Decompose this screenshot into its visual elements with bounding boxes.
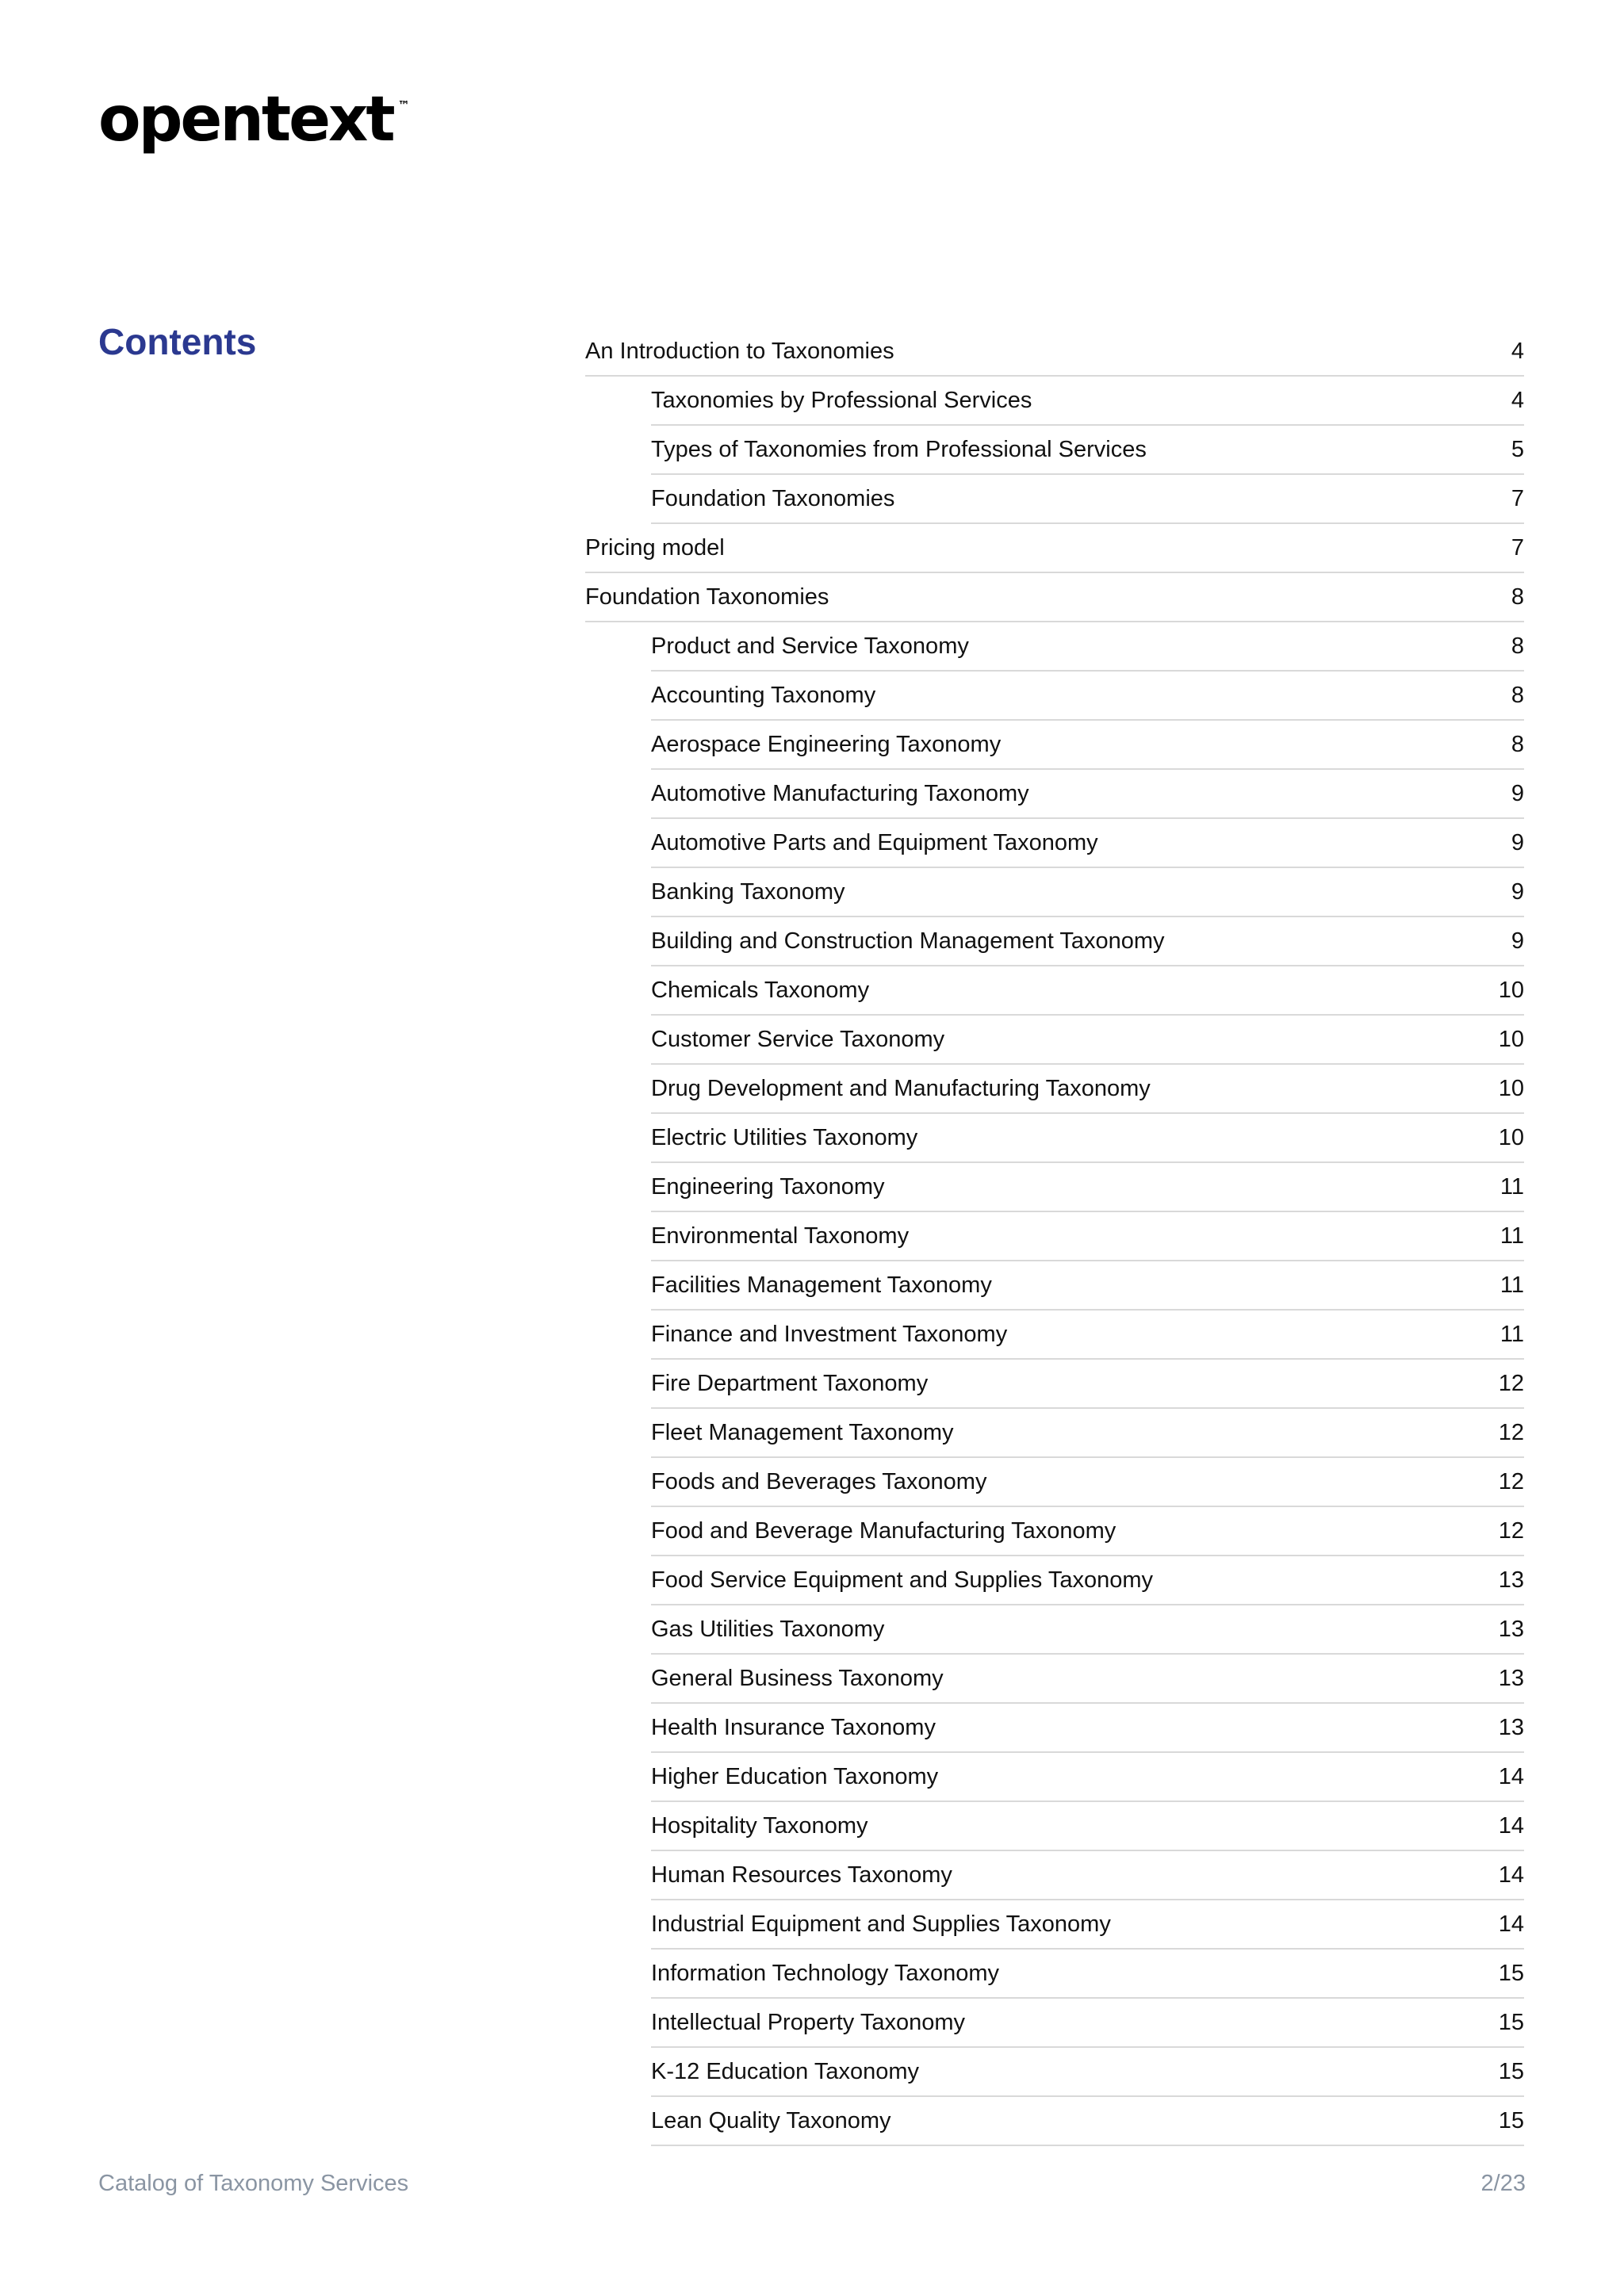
toc-entry-title: Environmental Taxonomy: [651, 1223, 910, 1249]
toc-entry-page-number: 10: [1498, 1075, 1524, 1101]
contents-heading: Contents: [98, 321, 257, 362]
toc-entry[interactable]: [651, 1261, 1524, 1311]
toc-entry-page-number: 12: [1498, 1517, 1524, 1544]
toc-entry-title: Product and Service Taxonomy: [651, 633, 969, 659]
toc-entry-title: Industrial Equipment and Supplies Taxonomy: [651, 1911, 1111, 1937]
toc-entry-title: Electric Utilities Taxonomy: [651, 1124, 918, 1150]
toc-entry-title: Foundation Taxonomies: [651, 485, 895, 511]
toc-entry-page-number: 8: [1511, 682, 1524, 708]
toc-entry[interactable]: [651, 1950, 1524, 1999]
toc-entry-title: Gas Utilities Taxonomy: [651, 1616, 885, 1642]
toc-entry-title: Food and Beverage Manufacturing Taxonomy: [651, 1517, 1116, 1544]
toc-entry-page-number: 11: [1500, 1223, 1524, 1249]
toc-entry-title: Lean Quality Taxonomy: [651, 2107, 891, 2133]
table-of-contents: [585, 327, 1524, 2146]
toc-entry-title: Engineering Taxonomy: [651, 1173, 885, 1200]
toc-entry-page-number: 10: [1498, 1124, 1524, 1150]
toc-entry-title: Pricing model: [585, 534, 725, 561]
logo-trademark: ™: [397, 98, 410, 113]
toc-entry[interactable]: [651, 1753, 1524, 1802]
toc-entry[interactable]: [651, 2097, 1524, 2146]
toc-entry-title: Fleet Management Taxonomy: [651, 1419, 954, 1445]
toc-entry-page-number: 9: [1511, 780, 1524, 806]
toc-entry-title: Human Resources Taxonomy: [651, 1862, 952, 1888]
logo-wordmark: opentext: [98, 84, 393, 155]
toc-entry[interactable]: [651, 1016, 1524, 1065]
toc-entry-page-number: 13: [1498, 1616, 1524, 1642]
toc-entry[interactable]: [651, 475, 1524, 524]
toc-entry-title: Food Service Equipment and Supplies Taxonomy: [651, 1567, 1154, 1593]
toc-entry[interactable]: [651, 1311, 1524, 1360]
toc-entry-page-number: 9: [1511, 928, 1524, 954]
toc-entry[interactable]: [651, 1704, 1524, 1753]
toc-entry[interactable]: [651, 1507, 1524, 1556]
toc-entry[interactable]: [651, 2048, 1524, 2097]
toc-entry-page-number: 12: [1498, 1370, 1524, 1396]
toc-entry-title: Intellectual Property Taxonomy: [651, 2009, 966, 2035]
toc-entry-title: Health Insurance Taxonomy: [651, 1714, 936, 1740]
toc-entry-page-number: 11: [1500, 1173, 1524, 1200]
toc-entry[interactable]: [651, 1802, 1524, 1851]
toc-entry-page-number: 4: [1511, 338, 1524, 364]
toc-entry-page-number: 8: [1511, 731, 1524, 757]
toc-entry-page-number: 9: [1511, 829, 1524, 855]
toc-entry-page-number: 14: [1498, 1911, 1524, 1937]
toc-entry-page-number: 12: [1498, 1419, 1524, 1445]
toc-entry-title: Drug Development and Manufacturing Taxonomy: [651, 1075, 1151, 1101]
toc-entry-page-number: 7: [1511, 485, 1524, 511]
toc-entry[interactable]: [651, 377, 1524, 426]
toc-entry-page-number: 10: [1498, 977, 1524, 1003]
toc-entry[interactable]: [585, 524, 1524, 573]
toc-entry-title: An Introduction to Taxonomies: [585, 338, 894, 364]
toc-entry-page-number: 11: [1500, 1272, 1524, 1298]
toc-entry-title: Aerospace Engineering Taxonomy: [651, 731, 1002, 757]
toc-entry[interactable]: [651, 1360, 1524, 1409]
toc-entry-page-number: 13: [1498, 1567, 1524, 1593]
toc-entry-title: Information Technology Taxonomy: [651, 1960, 1000, 1986]
toc-entry-page-number: 13: [1498, 1714, 1524, 1740]
toc-entry-page-number: 15: [1498, 2107, 1524, 2133]
toc-entry-page-number: 11: [1500, 1321, 1524, 1347]
toc-entry-page-number: 10: [1498, 1026, 1524, 1052]
toc-entry-page-number: 8: [1511, 584, 1524, 610]
toc-entry-page-number: 14: [1498, 1862, 1524, 1888]
toc-entry-page-number: 7: [1511, 534, 1524, 561]
toc-entry[interactable]: [651, 1065, 1524, 1114]
toc-entry[interactable]: [651, 622, 1524, 672]
toc-entry[interactable]: [651, 672, 1524, 721]
toc-entry[interactable]: [651, 1999, 1524, 2048]
toc-entry[interactable]: [651, 1851, 1524, 1900]
toc-entry-title: Automotive Parts and Equipment Taxonomy: [651, 829, 1098, 855]
toc-entry[interactable]: [651, 966, 1524, 1016]
toc-entry-page-number: 8: [1511, 633, 1524, 659]
toc-entry[interactable]: [651, 1212, 1524, 1261]
toc-entry-title: Hospitality Taxonomy: [651, 1812, 868, 1839]
toc-entry-title: Customer Service Taxonomy: [651, 1026, 945, 1052]
toc-entry[interactable]: [651, 868, 1524, 917]
toc-entry[interactable]: [651, 426, 1524, 475]
toc-entry-page-number: 9: [1511, 878, 1524, 905]
toc-entry[interactable]: [651, 1163, 1524, 1212]
toc-entry-page-number: 12: [1498, 1468, 1524, 1494]
toc-entry[interactable]: [651, 819, 1524, 868]
toc-entry-title: Facilities Management Taxonomy: [651, 1272, 992, 1298]
toc-entry-title: Accounting Taxonomy: [651, 682, 876, 708]
toc-entry-title: General Business Taxonomy: [651, 1665, 944, 1691]
toc-entry[interactable]: [651, 1114, 1524, 1163]
toc-entry-title: Taxonomies by Professional Services: [651, 387, 1032, 413]
toc-entry-page-number: 14: [1498, 1812, 1524, 1839]
footer-page-number: 2/23: [1480, 2171, 1526, 2196]
toc-entry[interactable]: [585, 573, 1524, 622]
toc-entry-page-number: 15: [1498, 2009, 1524, 2035]
toc-entry-page-number: 15: [1498, 1960, 1524, 1986]
toc-entry[interactable]: [651, 1556, 1524, 1605]
toc-entry-title: Foods and Beverages Taxonomy: [651, 1468, 987, 1494]
opentext-logo: [98, 84, 410, 155]
toc-entry[interactable]: [651, 1409, 1524, 1458]
toc-entry-title: K-12 Education Taxonomy: [651, 2058, 920, 2084]
toc-entry[interactable]: [585, 327, 1524, 377]
toc-entry[interactable]: [651, 1605, 1524, 1655]
toc-entry-page-number: 5: [1511, 436, 1524, 462]
toc-entry[interactable]: [651, 721, 1524, 770]
toc-entry[interactable]: [651, 770, 1524, 819]
toc-entry-title: Foundation Taxonomies: [585, 584, 829, 610]
toc-entry-title: Higher Education Taxonomy: [651, 1763, 939, 1789]
toc-entry-title: Automotive Manufacturing Taxonomy: [651, 780, 1029, 806]
toc-entry[interactable]: [651, 1655, 1524, 1704]
toc-entry[interactable]: [651, 1900, 1524, 1950]
toc-entry[interactable]: [651, 1458, 1524, 1507]
toc-entry-title: Finance and Investment Taxonomy: [651, 1321, 1008, 1347]
toc-entry-page-number: 13: [1498, 1665, 1524, 1691]
toc-entry-title: Chemicals Taxonomy: [651, 977, 870, 1003]
toc-entry-page-number: 14: [1498, 1763, 1524, 1789]
toc-entry-title: Building and Construction Management Taxonomy: [651, 928, 1165, 954]
toc-entry[interactable]: [651, 917, 1524, 966]
toc-entry-page-number: 4: [1511, 387, 1524, 413]
toc-entry-title: Fire Department Taxonomy: [651, 1370, 929, 1396]
toc-entry-page-number: 15: [1498, 2058, 1524, 2084]
footer-document-title: Catalog of Taxonomy Services: [98, 2171, 409, 2196]
toc-entry-title: Types of Taxonomies from Professional Services: [651, 436, 1147, 462]
toc-entry-title: Banking Taxonomy: [651, 878, 845, 905]
